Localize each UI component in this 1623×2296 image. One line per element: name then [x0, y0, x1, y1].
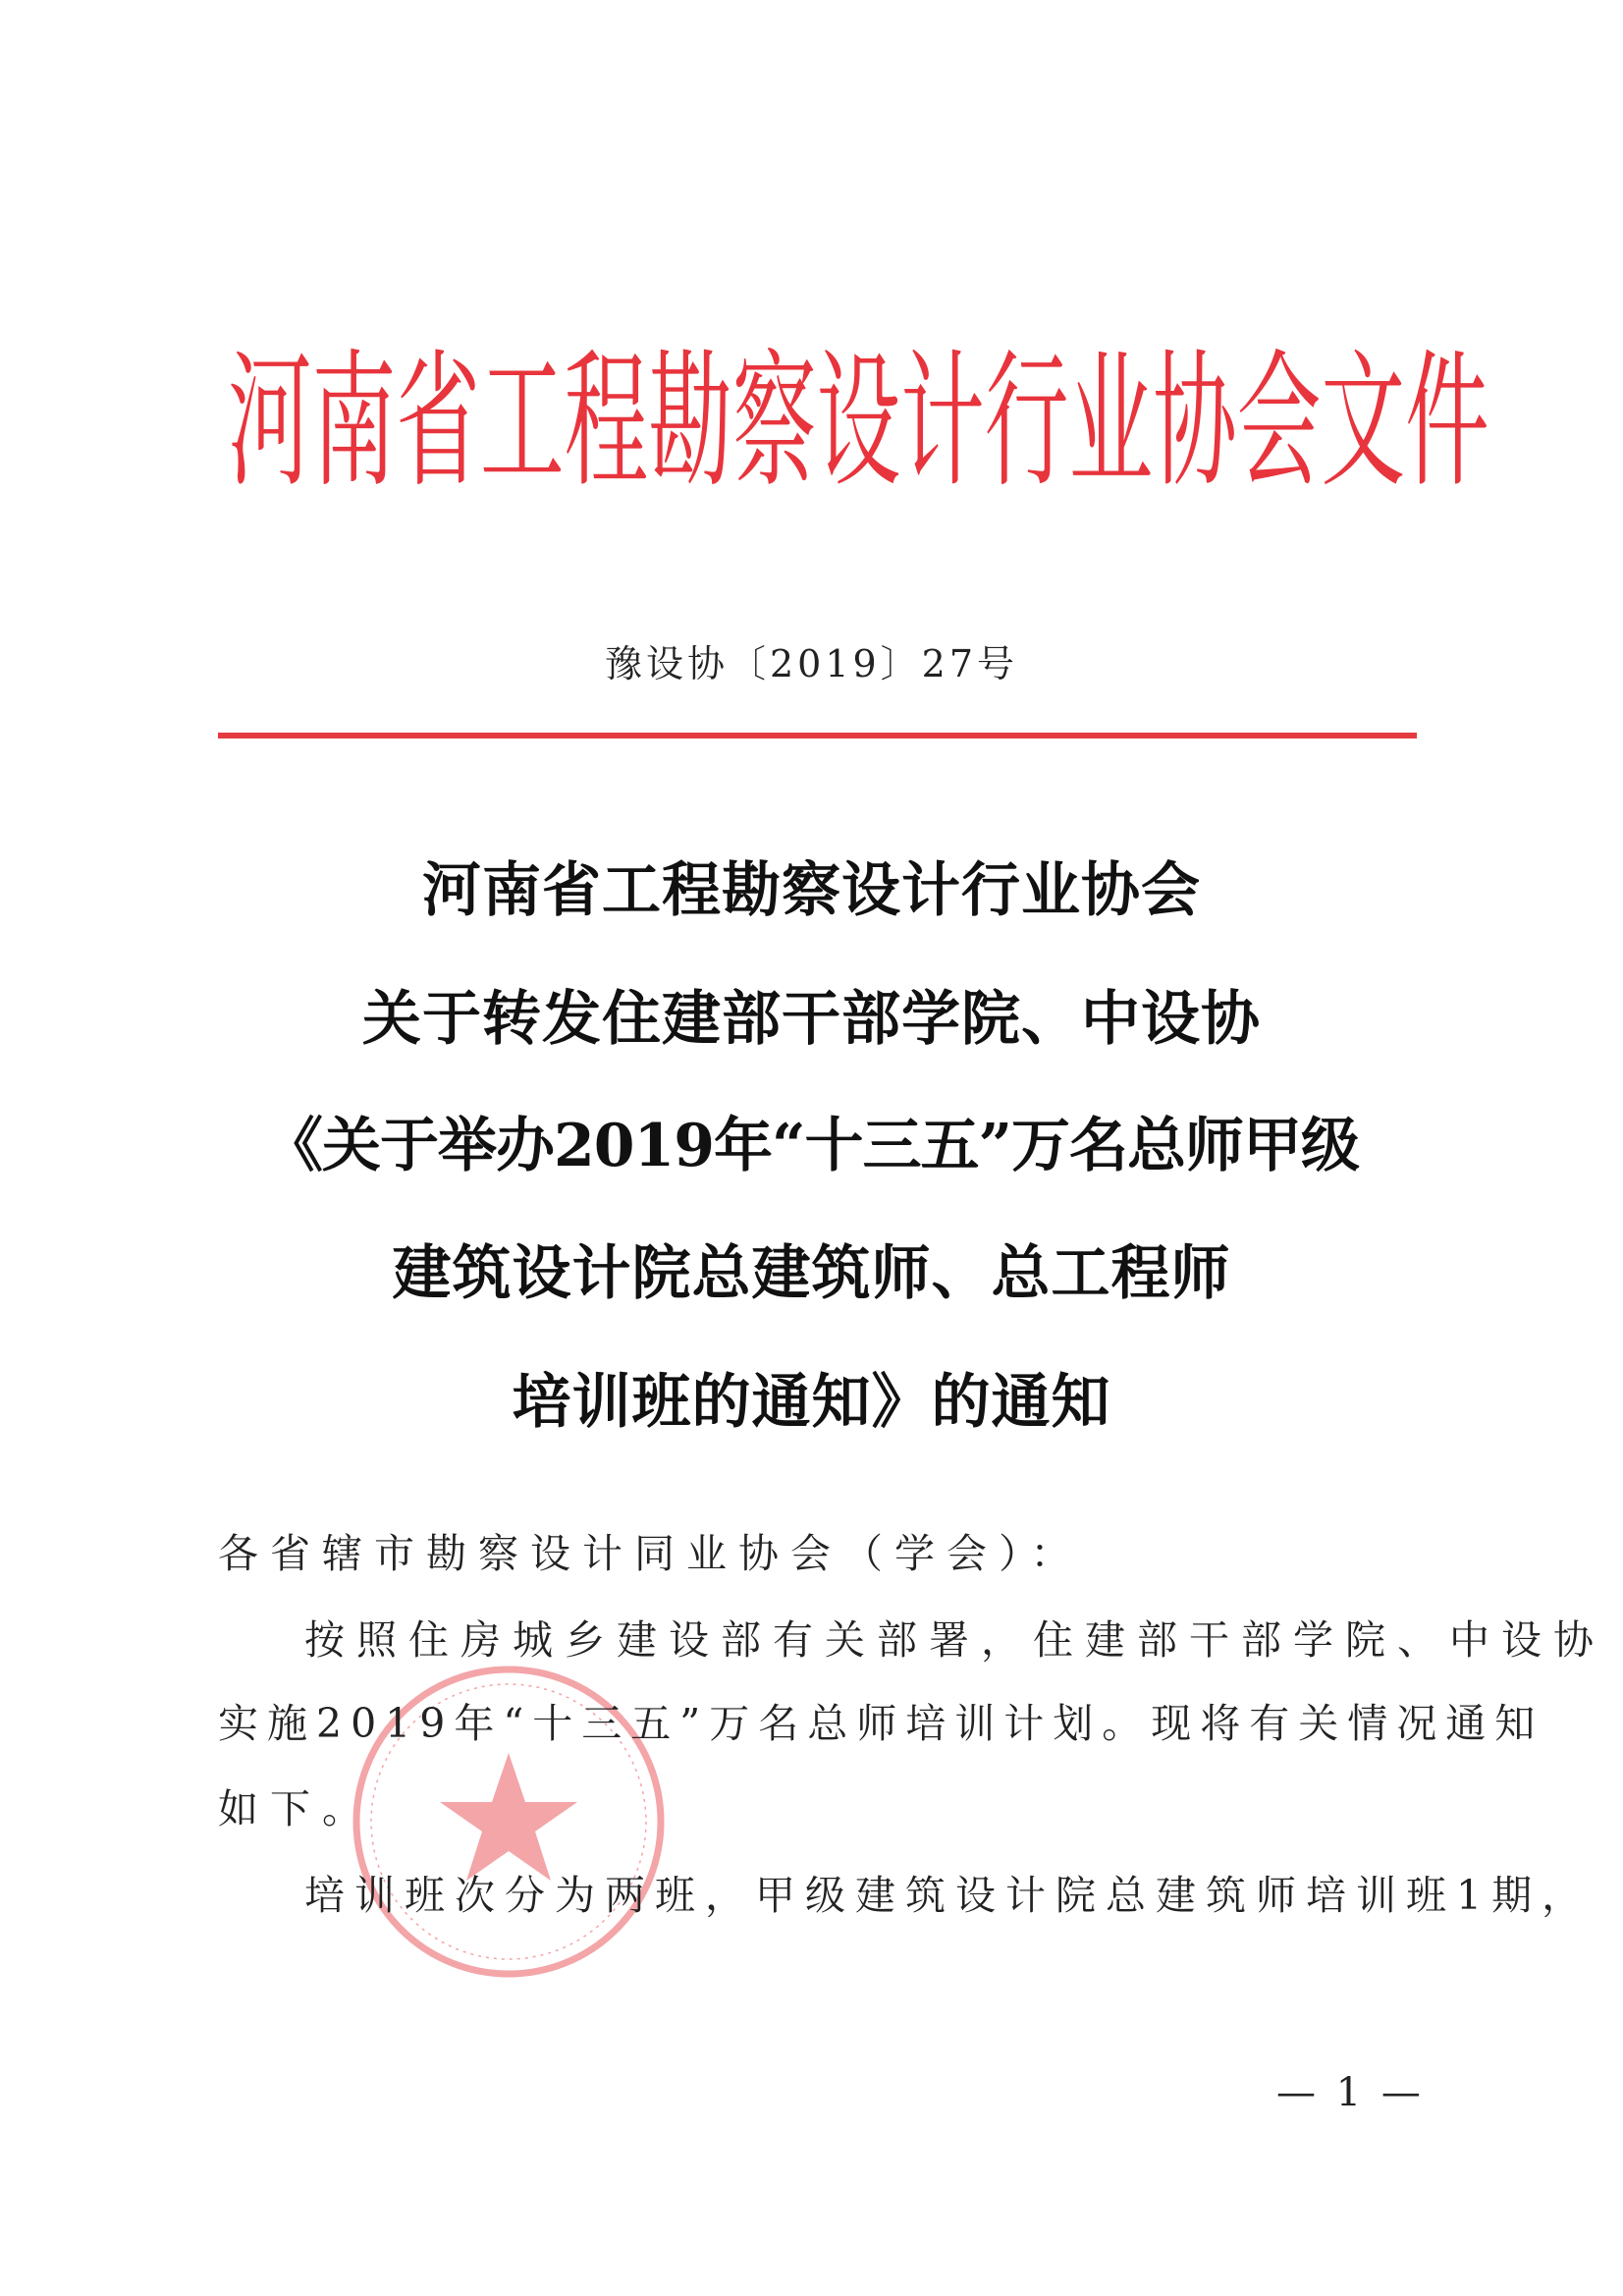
paragraph-line: 培训班次分为两班，甲级建筑设计院总建筑师培训班1期， [304, 1872, 1593, 1919]
red-divider [218, 733, 1417, 738]
paragraph-line: 如下。 [218, 1785, 374, 1832]
title-line: 关于转发住建部干部学院、中设协 [362, 985, 1261, 1054]
org-title: 河南省工程勘察设计行业协会文件 [228, 337, 1489, 508]
title-line: 《关于举办2019年“十三五”万名总师甲级 [263, 1112, 1359, 1180]
paragraph-line: 按照住房城乡建设部有关部署，住建部干部学院、中设协 [304, 1616, 1605, 1664]
paragraph-line: 实施2019年“十三五”万名总师培训计划。现将有关情况通知 [218, 1700, 1544, 1747]
document-number: 豫设协〔2019〕27号 [604, 642, 1019, 685]
title-line: 河南省工程勘察设计行业协会 [422, 856, 1201, 925]
salutation: 各省辖市勘察设计同业协会（学会）： [218, 1530, 1083, 1577]
title-line: 建筑设计院总建筑师、总工程师 [392, 1239, 1231, 1308]
title-line: 培训班的通知》的通知 [512, 1368, 1111, 1437]
document-header [228, 337, 1489, 508]
page-number: — 1 — [1276, 2070, 1425, 2115]
